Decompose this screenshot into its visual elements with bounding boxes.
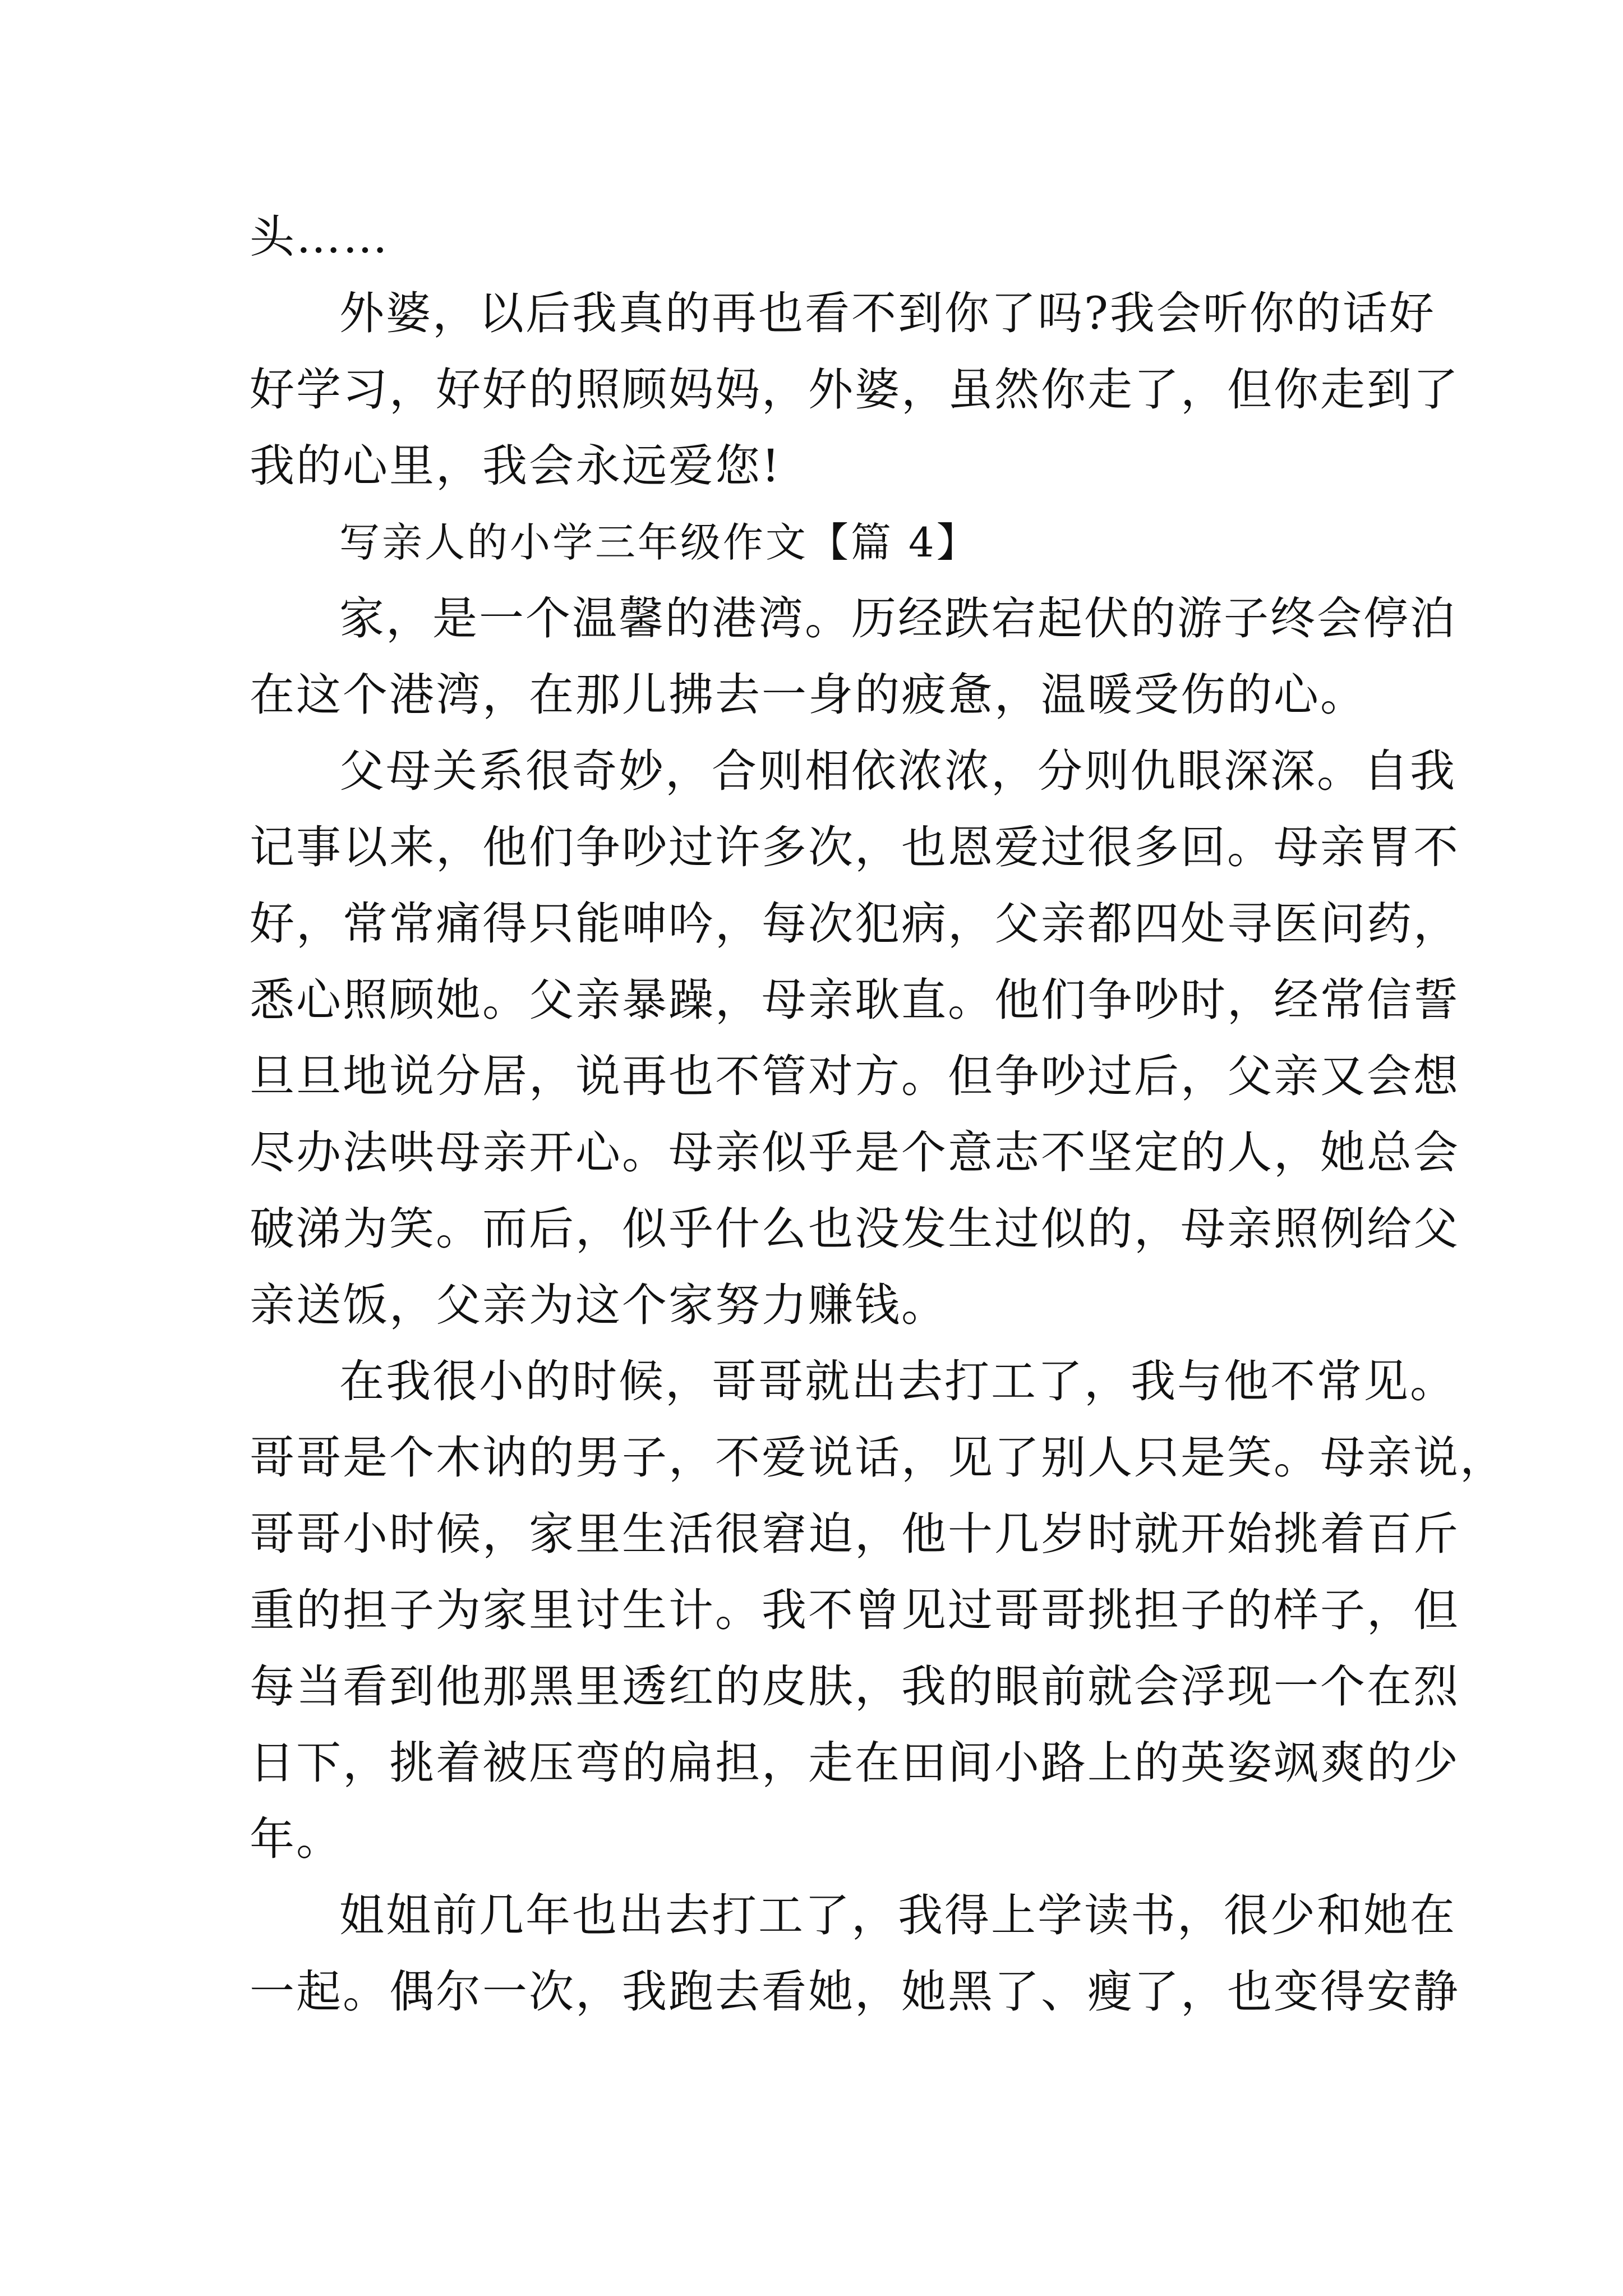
text-line: 父母关系很奇妙，合则相依浓浓，分则仇眼深深。自我 [339,745,1456,797]
text-line: 哥哥小时候，家里生活很窘迫，他十几岁时就开始挑着百斤 [250,1508,1460,1560]
text-line: 日下，挑着被压弯的扁担，走在田间小路上的英姿飒爽的少 [250,1737,1460,1789]
text-line: 在我很小的时候，哥哥就出去打工了，我与他不常见。 [339,1355,1456,1407]
text-line: 破涕为笑。而后，似乎什么也没发生过似的，母亲照例给父 [250,1203,1460,1255]
text-line: 好学习，好好的照顾妈妈，外婆，虽然你走了，但你走到了 [250,364,1460,416]
text-line: 每当看到他那黑里透红的皮肤，我的眼前就会浮现一个在烈 [250,1660,1460,1713]
text-line: 哥哥是个木讷的男子，不爱说话，见了别人只是笑。母亲说， [250,1432,1506,1484]
text-line: 外婆，以后我真的再也看不到你了吗?我会听你的话好 [339,287,1436,339]
text-line: 旦旦地说分居，说再也不管对方。但争吵过后，父亲又会想 [250,1050,1460,1102]
text-line: 悉心照顾她。父亲暴躁，母亲耿直。他们争吵时，经常信誓 [250,974,1460,1026]
section-heading: 写亲人的小学三年级作文【篇 4】 [339,519,979,566]
text-line: 姐姐前几年也出去打工了，我得上学读书，很少和她在 [339,1889,1456,1941]
text-line: 重的担子为家里讨生计。我不曾见过哥哥挑担子的样子，但 [250,1584,1460,1636]
text-line: 尽办法哄母亲开心。母亲似乎是个意志不坚定的人，她总会 [250,1126,1460,1179]
text-line: 在这个港湾，在那儿拂去一身的疲惫，温暖受伤的心。 [250,669,1367,721]
text-line: 家，是一个温馨的港湾。历经跌宕起伏的游子终会停泊 [339,592,1456,645]
text-line: 记事以来，他们争吵过许多次，也恩爱过很多回。母亲胃不 [250,821,1460,873]
text-line: 亲送饭，父亲为这个家努力赚钱。 [250,1279,948,1331]
text-line: 一起。偶尔一次，我跑去看她，她黑了、瘦了，也变得安静 [250,1966,1460,2018]
text-line: 好，常常痛得只能呻吟，每次犯病，父亲都四处寻医问药， [250,898,1460,950]
text-line: 头…… [250,211,389,263]
text-line: 我的心里，我会永远爱您! [250,440,782,492]
document-body [250,199,1506,2030]
text-line: 年。 [250,1813,343,1865]
